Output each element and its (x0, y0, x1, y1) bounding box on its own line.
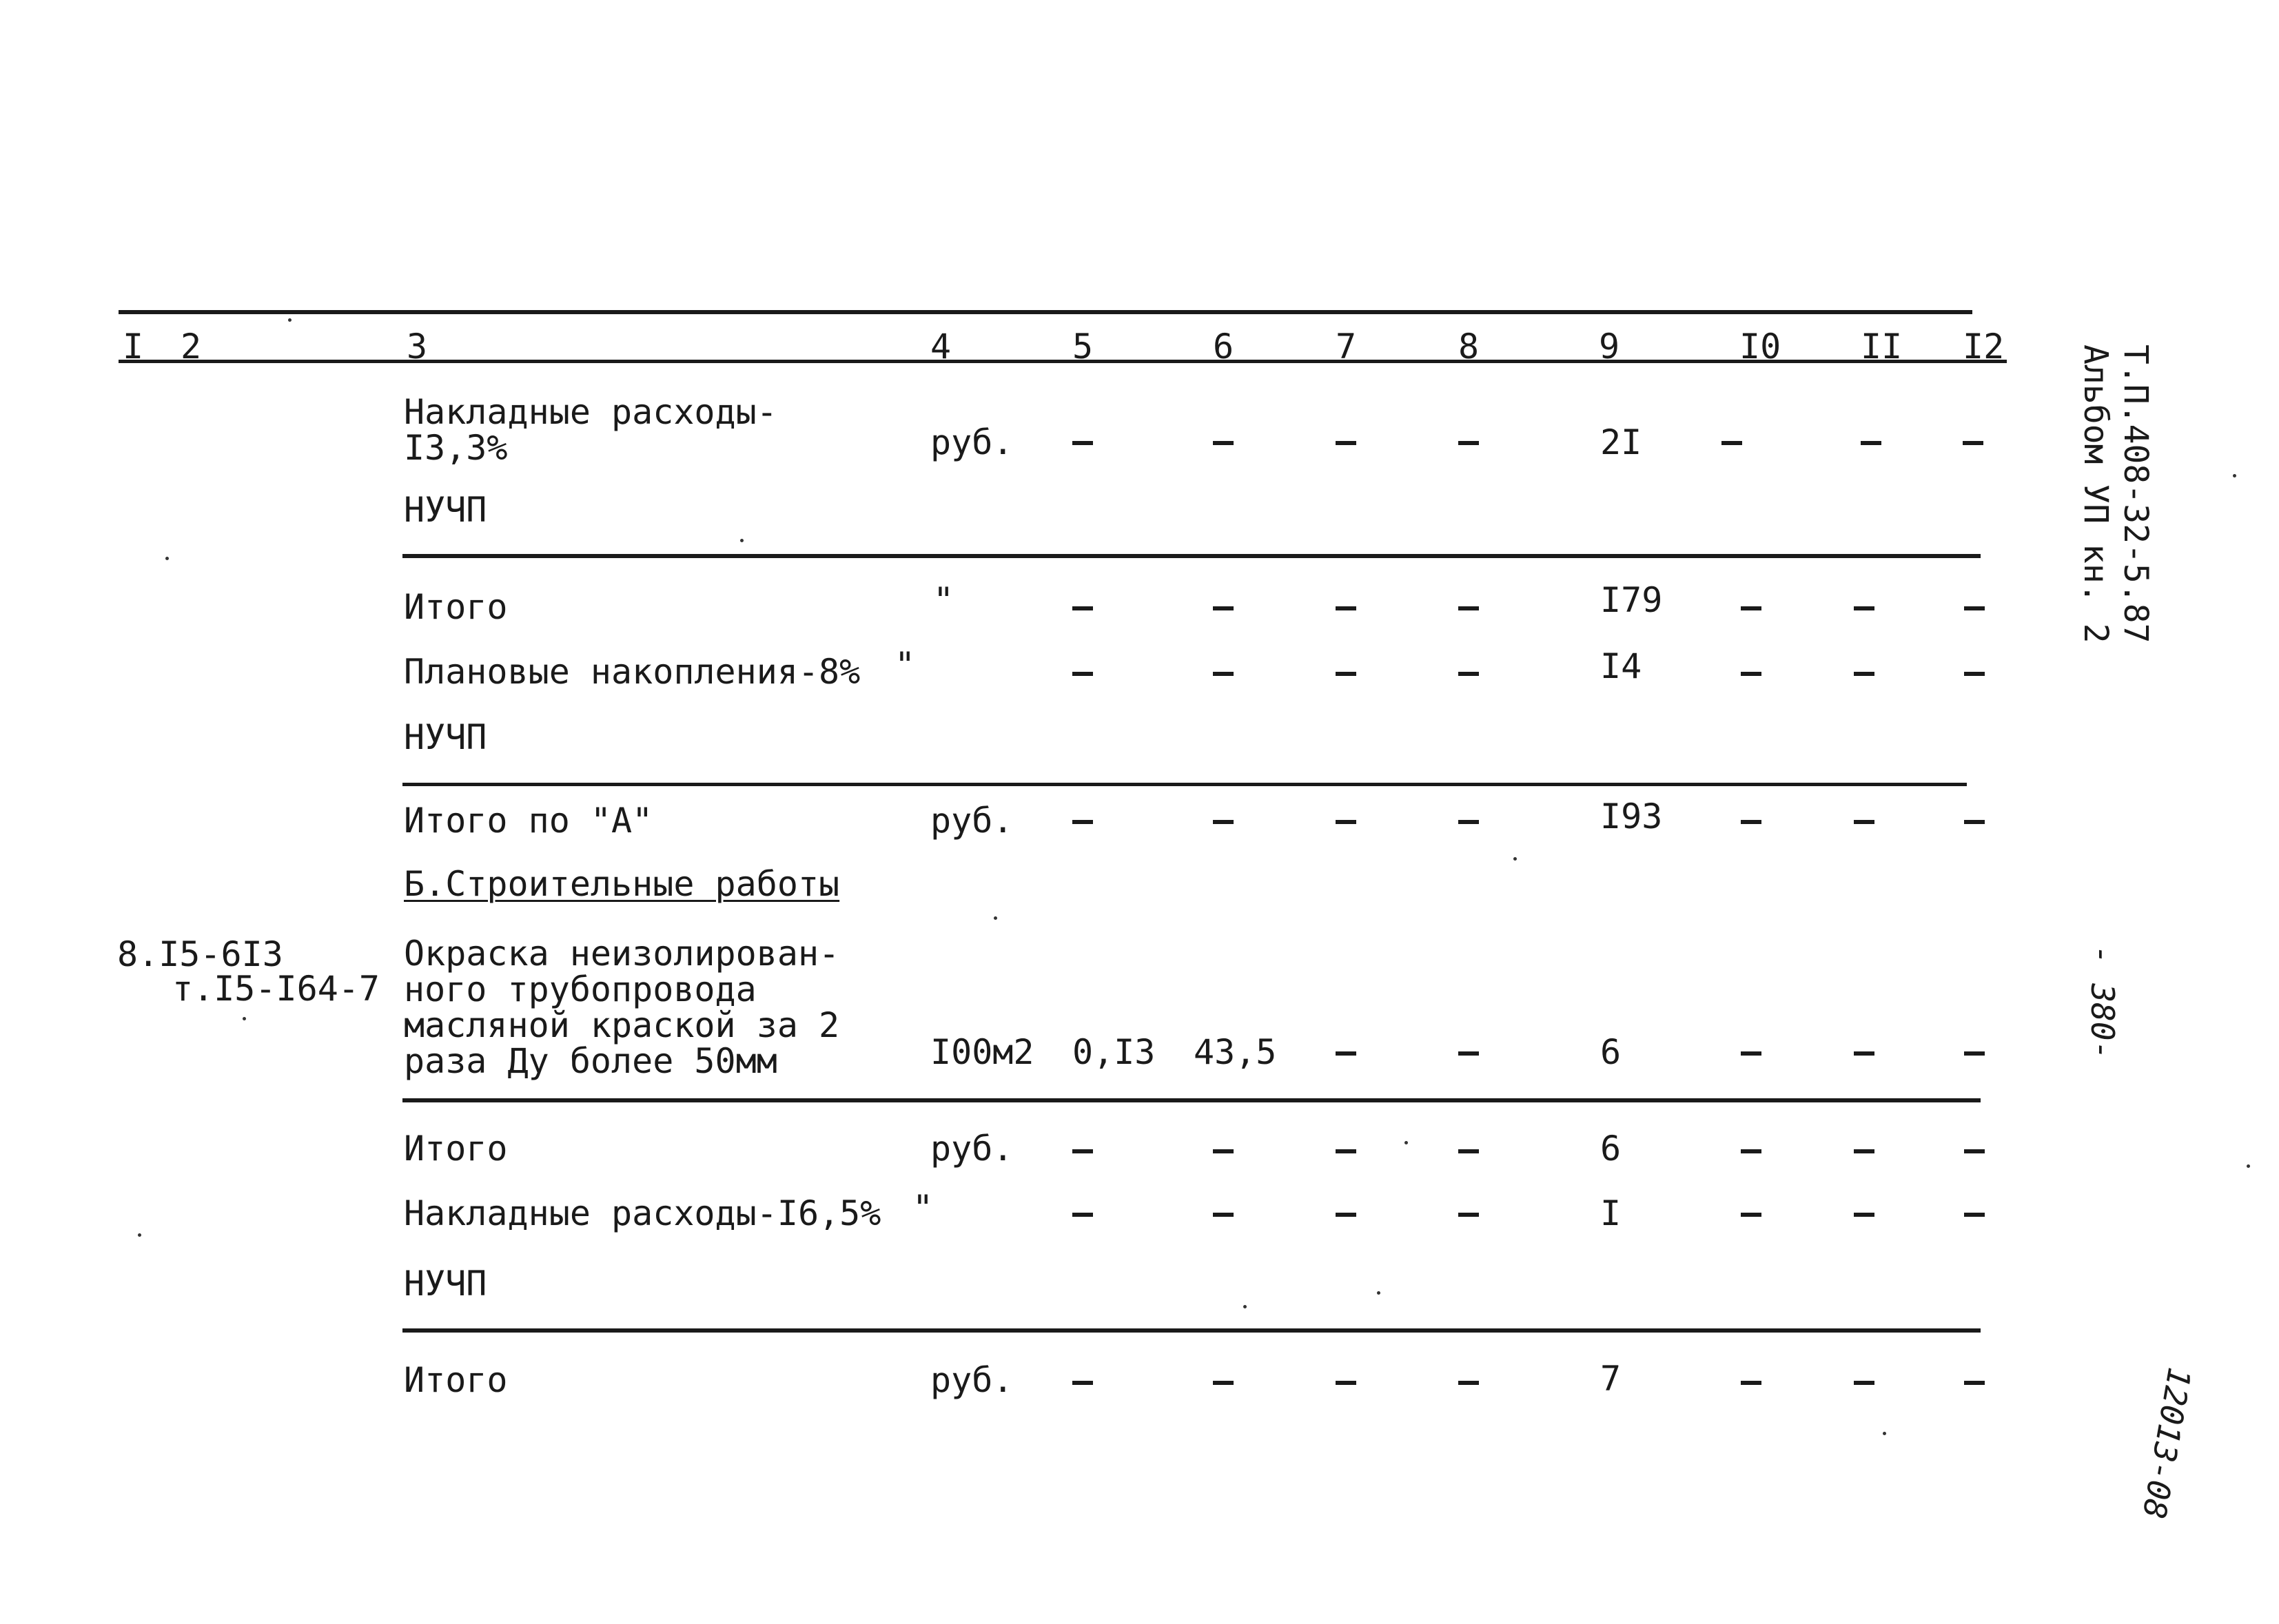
row-nuchp-2-desc: НУЧП (404, 717, 487, 757)
row-overhead-c5 (1072, 441, 1093, 445)
row-painting-c6: 43,5 (1194, 1032, 1277, 1072)
row-total-a-c8 (1458, 820, 1479, 824)
col-header-10: I0 (1739, 327, 1781, 367)
side-code-line: Т.П.408-32-5.87 (2116, 345, 2155, 644)
row-total-final-c12 (1964, 1381, 1985, 1385)
row-painting-code2: т.I5-I64-7 (172, 969, 380, 1009)
row-planned-c12 (1964, 672, 1985, 676)
scan-speck (1404, 1141, 1408, 1144)
scan-speck (1883, 1432, 1886, 1435)
row-nuchp-1-desc: НУЧП (404, 490, 487, 530)
section-rule-2 (402, 783, 1967, 786)
row-total-a-desc: Итого по "А" (404, 801, 653, 841)
row-painting-code1: 8.I5-6I3 (117, 934, 283, 974)
row-total-final-c7 (1336, 1381, 1356, 1385)
row-total-1-c5 (1072, 606, 1093, 610)
col-header-2: 2 (181, 327, 202, 367)
row-planned-unit: " (895, 645, 916, 685)
row-total-final-c9: 7 (1600, 1359, 1622, 1399)
row-total-a-c5 (1072, 820, 1093, 824)
row-total-final-c10 (1741, 1381, 1761, 1385)
row-total-1-unit: " (933, 580, 954, 620)
row-total-1-c11 (1854, 606, 1874, 610)
side-album-line: Альбом УП кн. 2 (2076, 345, 2115, 644)
scan-speck (2247, 1164, 2250, 1168)
archive-stamp: 12013-08 (2135, 1364, 2198, 1522)
row-planned-c9: I4 (1600, 646, 1642, 686)
side-document-code (2076, 345, 2156, 643)
row-planned-c10 (1741, 672, 1761, 676)
row-nuchp-3-desc: НУЧП (404, 1264, 487, 1304)
row-total-b-unit: руб. (930, 1129, 1014, 1169)
row-planned-c5 (1072, 672, 1093, 676)
scan-speck (994, 916, 997, 920)
row-overhead-desc: Накладные расходы- I3,3% (404, 392, 777, 468)
row-overhead-c7 (1336, 441, 1356, 445)
row-total-1-c6 (1213, 606, 1234, 610)
row-total-b-c7 (1336, 1149, 1356, 1153)
row-planned-c11 (1854, 672, 1874, 676)
row-total-a-c12 (1964, 820, 1985, 824)
row-total-final-unit: руб. (930, 1360, 1014, 1400)
row-overhead-c6 (1213, 441, 1234, 445)
row-overhead-b-desc: Накладные расходы-I6,5% (404, 1193, 881, 1233)
row-total-b-c8 (1458, 1149, 1479, 1153)
row-overhead-b-c8 (1458, 1213, 1479, 1217)
row-total-a-unit: руб. (930, 801, 1014, 841)
row-overhead-c12 (1963, 441, 1983, 445)
row-painting-c12 (1964, 1051, 1985, 1056)
row-painting-c7 (1336, 1051, 1356, 1056)
row-total-final-c8 (1458, 1381, 1479, 1385)
scan-speck (1243, 1305, 1247, 1308)
scan-speck (288, 318, 292, 322)
row-total-a-c9: I93 (1600, 796, 1663, 836)
row-painting-c9: 6 (1600, 1032, 1622, 1072)
row-total-b-c10 (1741, 1149, 1761, 1153)
row-total-a-c7 (1336, 820, 1356, 824)
row-overhead-b-c11 (1854, 1213, 1874, 1217)
row-total-1-c12 (1964, 606, 1985, 610)
section-rule-3 (402, 1098, 1981, 1102)
row-overhead-c9: 2I (1600, 422, 1642, 462)
scan-speck (243, 1017, 246, 1020)
row-total-b-c6 (1213, 1149, 1234, 1153)
row-painting-c5: 0,I3 (1072, 1032, 1156, 1072)
row-total-b-desc: Итого (404, 1129, 508, 1169)
row-total-b-c5 (1072, 1149, 1093, 1153)
row-total-b-c12 (1964, 1149, 1985, 1153)
col-header-3: 3 (407, 327, 428, 367)
row-total-1-c9: I79 (1600, 580, 1663, 620)
row-painting-desc: Окраска неизолирован- ного трубопровода масляной краской за 2 раза Ду более 50мм (404, 934, 840, 1081)
scan-speck (740, 539, 744, 542)
section-rule-1 (402, 554, 1981, 558)
row-total-a-c6 (1213, 820, 1234, 824)
col-header-1: I (123, 327, 144, 367)
row-total-a-c11 (1854, 820, 1874, 824)
col-header-7: 7 (1336, 327, 1357, 367)
col-header-8: 8 (1458, 327, 1480, 367)
section-b-heading: Б.Строительные работы (404, 864, 840, 904)
row-total-1-c7 (1336, 606, 1356, 610)
page-number: - 380- (2084, 945, 2121, 1060)
row-painting-c11 (1854, 1051, 1874, 1056)
row-total-1-c10 (1741, 606, 1761, 610)
col-header-12: I2 (1963, 327, 2005, 367)
row-planned-desc: Плановые накопления-8% (404, 652, 861, 692)
row-overhead-b-c12 (1964, 1213, 1985, 1217)
scan-speck (138, 1233, 141, 1237)
row-overhead-b-c7 (1336, 1213, 1356, 1217)
row-total-b-c9: 6 (1600, 1129, 1622, 1169)
row-painting-c10 (1741, 1051, 1761, 1056)
row-total-final-c5 (1072, 1381, 1093, 1385)
row-total-1-c8 (1458, 606, 1479, 610)
row-planned-c7 (1336, 672, 1356, 676)
header-rule-bottom (119, 360, 2007, 363)
row-overhead-c8 (1458, 441, 1479, 445)
row-painting-c8 (1458, 1051, 1479, 1056)
row-overhead-c10 (1721, 441, 1742, 445)
row-overhead-b-c9: I (1600, 1193, 1622, 1233)
row-total-1-desc: Итого (404, 587, 508, 627)
row-overhead-b-c6 (1213, 1213, 1234, 1217)
row-total-final-desc: Итого (404, 1360, 508, 1400)
row-overhead-b-unit: " (912, 1188, 934, 1228)
row-painting-unit: I00м2 (930, 1032, 1034, 1072)
scan-speck (1513, 857, 1517, 861)
col-header-5: 5 (1072, 327, 1094, 367)
row-planned-c8 (1458, 672, 1479, 676)
row-overhead-b-c10 (1741, 1213, 1761, 1217)
scan-speck (1377, 1291, 1380, 1295)
row-total-b-c11 (1854, 1149, 1874, 1153)
scan-speck (2233, 474, 2236, 477)
row-overhead-c11 (1861, 441, 1881, 445)
row-total-final-c6 (1213, 1381, 1234, 1385)
row-total-final-c11 (1854, 1381, 1874, 1385)
col-header-11: II (1861, 327, 1903, 367)
col-header-6: 6 (1213, 327, 1234, 367)
col-header-4: 4 (930, 327, 952, 367)
header-rule-top (119, 310, 1972, 314)
section-rule-4 (402, 1328, 1981, 1333)
row-overhead-b-c5 (1072, 1213, 1093, 1217)
col-header-9: 9 (1599, 327, 1620, 367)
row-total-a-c10 (1741, 820, 1761, 824)
row-overhead-unit: руб. (930, 422, 1014, 462)
scan-speck (165, 557, 169, 560)
row-planned-c6 (1213, 672, 1234, 676)
